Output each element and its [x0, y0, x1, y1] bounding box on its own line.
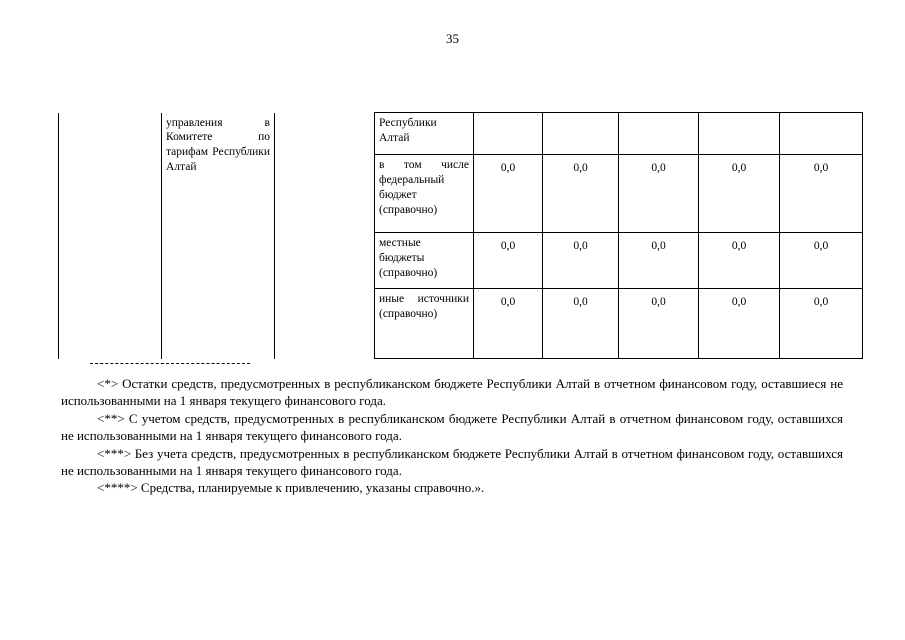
value-cell [619, 113, 699, 155]
footnotes [61, 375, 843, 497]
footnote: <****> Средства, планируемые к привлечению, указаны справочно.». [97, 480, 485, 496]
value-cell [780, 113, 863, 155]
value-cell: 0,0 [699, 233, 780, 289]
value-cell: 0,0 [780, 155, 863, 233]
value-cell: 0,0 [619, 155, 699, 233]
footnote: <***> Без учета средств, предусмотренных в республиканском бюджете Республики Алтай в отчетном финансовом году, оставшихся не использованными на 1 января текущего финансового года. [61, 445, 843, 479]
value-cell: 0,0 [474, 289, 543, 359]
funding-source: в том числе федеральный бюджет (справочно) [375, 155, 474, 233]
cell-empty [275, 113, 375, 359]
value-cell: 0,0 [780, 233, 863, 289]
footnote: <**> С учетом средств, предусмотренных в республиканском бюджете Республики Алтай в отчетном финансовом году, оставшихся не использованными на 1 января текущего финансового года. [61, 410, 843, 444]
funding-source: иные источники (справочно) [375, 289, 474, 359]
funding-source: Республики Алтай [375, 113, 474, 155]
value-cell [474, 113, 543, 155]
value-cell [543, 113, 619, 155]
value-cell: 0,0 [619, 233, 699, 289]
value-cell [699, 113, 780, 155]
value-cell: 0,0 [474, 155, 543, 233]
value-cell: 0,0 [543, 155, 619, 233]
footnote-separator [90, 363, 250, 364]
cell-number [59, 113, 162, 359]
budget-table [58, 112, 863, 359]
value-cell: 0,0 [543, 233, 619, 289]
value-cell: 0,0 [474, 233, 543, 289]
value-cell: 0,0 [699, 289, 780, 359]
value-cell: 0,0 [619, 289, 699, 359]
funding-source: местные бюджеты (справочно) [375, 233, 474, 289]
footnote: <*> Остатки средств, предусмотренных в республиканском бюджете Республики Алтай в отчетном финансовом году, оставшиеся не использованными на 1 января текущего финансового года. [61, 376, 843, 409]
value-cell: 0,0 [699, 155, 780, 233]
cell-responsible-org: управления в Комитете по тарифам Республики Алтай [162, 113, 275, 359]
value-cell: 0,0 [780, 289, 863, 359]
page-number: 35 [446, 31, 459, 46]
value-cell: 0,0 [543, 289, 619, 359]
